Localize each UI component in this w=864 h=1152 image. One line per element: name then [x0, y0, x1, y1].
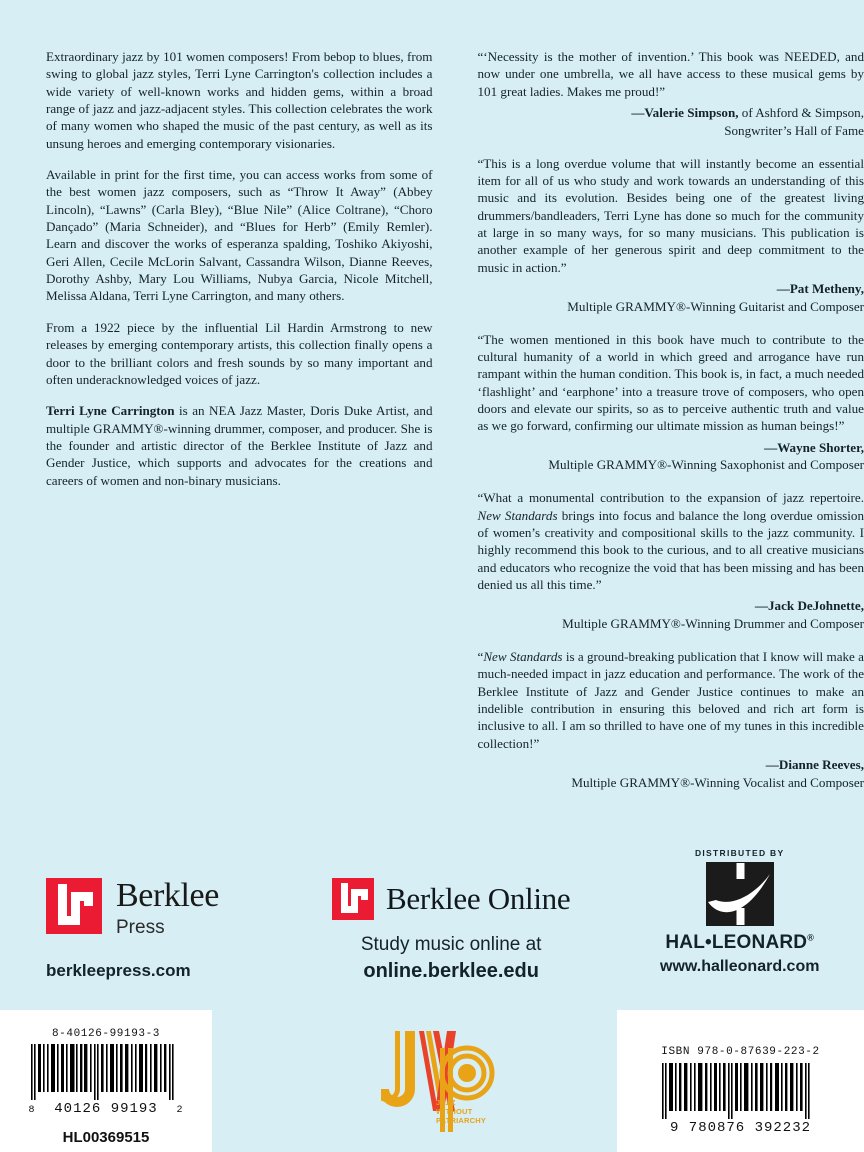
berklee-logo-icon	[46, 878, 102, 934]
hal-leonard-logo-group	[660, 848, 819, 976]
endorsement-role-inline: of Ashford & Simpson,	[738, 105, 864, 121]
endorsement-jack-dejohnette	[478, 489, 864, 633]
right-column	[478, 48, 864, 792]
quote-prefix: “	[477, 648, 484, 664]
berklee-online-name: Berklee Online	[386, 881, 571, 916]
author-name: Terri Lyne Carrington	[46, 403, 175, 419]
upc-barcode-bars	[31, 1044, 181, 1100]
publisher-logo-band	[0, 848, 864, 998]
berklee-press-lockup	[46, 878, 219, 937]
isbn-caption: ISBN 978-0-87639-223-2	[661, 1046, 820, 1058]
hal-leonard-sku: HL00369515	[62, 1129, 150, 1146]
upc-caption: 8-40126-99193-3	[51, 1028, 161, 1040]
berklee-online-lockup	[332, 878, 570, 920]
endorsement-valerie-simpson	[478, 48, 864, 140]
endorsement-wayne-shorter	[478, 331, 864, 475]
endorsement-quote: “The women mentioned in this book have much to contribute to the cultural humanity of a world in which greed and arrogance have run rampant within the human condition. This book is, in fact, a much needed ‘flashlight’ and ‘earphone’ into a treasure trove of composers, who open doors and elevate our spirits, so as to perceive authentic truth and value as we go forward, confirming our ultimate mission as human beings!”	[477, 331, 864, 434]
description-paragraph-1: Extraordinary jazz by 101 women composers! From bebop to blues, from swing to global jazz styles, Terri Lyne Carrington's collection includes a wide variety of well-known works and hidden gems, within a broad range of jazz and jazz-adjacent styles. This collection celebrates the work of many women who shaped the music of the past century, as well as its unsung heroes and emerging contemporary visionaries.	[46, 49, 433, 151]
quote-prefix: “What a monumental contribution to the expansion of jazz repertoire.	[477, 490, 864, 506]
upc-barcode-panel	[0, 1010, 212, 1152]
berklee-online-logo-icon	[332, 878, 374, 920]
upc-left-digit: 8	[28, 1105, 36, 1116]
isbn-barcode-panel	[617, 1010, 864, 1152]
berklee-online-tagline: Study music online at	[360, 934, 542, 955]
endorsement-pat-metheny	[478, 155, 864, 316]
jwp-line-3: PATRIARCHY	[436, 1115, 487, 1125]
berklee-press-url[interactable]: berkleepress.com	[46, 960, 191, 980]
jwp-line-1: JAZZ	[436, 1098, 456, 1107]
description-paragraph-2: Available in print for the first time, you can access works from some of the best women jazz composers, such as “Throw It Away” (Abbey Lincoln), “Lawns” (Carla Bley), “Blue Nile” (Alice Coltrane), “Choro Dançado” (Maria Schneider), and “Blues for Herb” (Emily Remler). Learn and discover the works of esperanza spalding, Toshiko Akiyoshi, Geri Allen, Cecile McLorin Salvant, Cassandra Wilson, Dianne Reeves, Dorothy Ashby, Mary Lou Williams, Nubya Garcia, Nicole Mitchell, Melissa Aldana, Terri Lyne Carrington, and many others.	[46, 167, 433, 304]
endorsement-attribution	[478, 104, 864, 140]
endorsement-person: —Pat Metheny,	[776, 281, 864, 297]
berklee-press-name: Berklee	[116, 877, 219, 914]
hal-leonard-logo-icon	[706, 862, 774, 926]
endorsement-role: Multiple GRAMMY®-Winning Saxophonist and Composer	[548, 457, 864, 473]
author-bio-text: is an NEA Jazz Master, Doris Duke Artist, and multiple GRAMMY®-winning drummer, composer, and producer. She is the founder and artistic director of the Berklee Institute of Jazz and Gender Justice, which supports and advocates for the creations and careers of women and non-binary musicians.	[46, 403, 433, 488]
hal-leonard-wordmark	[660, 932, 819, 954]
content-columns	[0, 48, 864, 792]
endorsement-attribution	[478, 280, 864, 316]
quote-book-title: New Standards	[483, 648, 563, 664]
berklee-press-logo-group	[46, 878, 219, 981]
endorsement-role: Multiple GRAMMY®-Winning Drummer and Composer	[562, 616, 864, 632]
endorsement-dianne-reeves	[478, 648, 864, 792]
endorsement-person: —Dianne Reeves,	[765, 757, 864, 772]
endorsement-attribution	[478, 597, 864, 633]
endorsement-person: —Valerie Simpson,	[631, 105, 739, 121]
distributed-by-label: DISTRIBUTED BY	[694, 848, 785, 858]
berklee-online-logo-group	[332, 878, 570, 983]
endorsement-role: Multiple GRAMMY®-Winning Vocalist and Composer	[571, 774, 864, 790]
upc-main-digits: 40126 99193	[54, 1101, 158, 1117]
hal-leonard-name: HAL•LEONARD	[665, 932, 808, 953]
isbn-digits	[617, 1120, 864, 1136]
berklee-online-url[interactable]: online.berklee.edu	[363, 960, 539, 982]
endorsement-attribution	[478, 439, 864, 475]
left-column	[46, 48, 433, 792]
endorsement-quote: “‘Necessity is the mother of invention.’ This book was NEEDED, and now under one umbrella, we all have access to these musical gems by 101 great ladies. Makes me proud!”	[477, 49, 864, 99]
quote-book-title: New Standards	[477, 507, 558, 523]
description-paragraph-3: From a 1922 piece by the influential Lil Hardin Armstrong to new releases by emerging contemporary artists, this collection finally opens a door to the brilliant colors and fresh sounds by so many important and often underacknowledged voices of jazz.	[46, 319, 433, 387]
endorsement-quote	[478, 648, 864, 752]
quote-suffix: is a ground-breaking publication that I know will make a much-needed impact in jazz education and performance. The work of the Berklee Institute of Jazz and Gender Justice continues to make an indelible contribution in ensuring this beloved and rich art form is inclusive to all. I am so thrilled to have one of my tunes in this incredible collection!”	[477, 648, 864, 751]
upc-digits	[0, 1101, 212, 1117]
hal-leonard-url[interactable]: www.halleonard.com	[660, 958, 820, 975]
registered-mark: ®	[807, 932, 815, 943]
berklee-press-sub: Press	[116, 916, 165, 938]
endorsement-role: Multiple GRAMMY®-Winning Guitarist and Composer	[567, 298, 864, 314]
upc-right-digit: 2	[176, 1105, 184, 1116]
jwp-tagline	[436, 1099, 486, 1126]
endorsement-role: Songwriter’s Hall of Fame	[724, 122, 864, 138]
endorsement-quote	[478, 489, 864, 593]
berklee-press-wordmark	[116, 878, 219, 937]
endorsement-attribution	[478, 756, 864, 792]
isbn-left-digit: 9	[669, 1120, 680, 1136]
jwp-line-2: WITHOUT	[436, 1106, 473, 1116]
jazz-without-patriarchy-logo	[381, 1025, 501, 1137]
author-bio	[46, 402, 433, 489]
isbn-barcode-bars	[662, 1063, 820, 1119]
endorsement-person: —Jack DeJohnette,	[754, 598, 864, 614]
isbn-main-digits: 780876 392232	[688, 1120, 812, 1136]
endorsement-person: —Wayne Shorter,	[764, 439, 864, 455]
endorsement-quote: “This is a long overdue volume that will instantly become an essential item for all of us who study and work towards an understanding of this music and its evolution. Besides being one of the greatest living drummers/bandleaders, Terri Lyne has done so much for the community at large in so many ways, for so many musicians. This publication is another example of her generous spirit and deep commitment to the music in action.”	[477, 155, 864, 275]
quote-suffix: brings into focus and balance the long overdue omission of women’s creativity and compositional skills to the jazz community. I highly recommend this book to the curious, and to all creative musicians and educators who recognize the void that has been missing and has been denied us all this time.”	[477, 507, 864, 592]
